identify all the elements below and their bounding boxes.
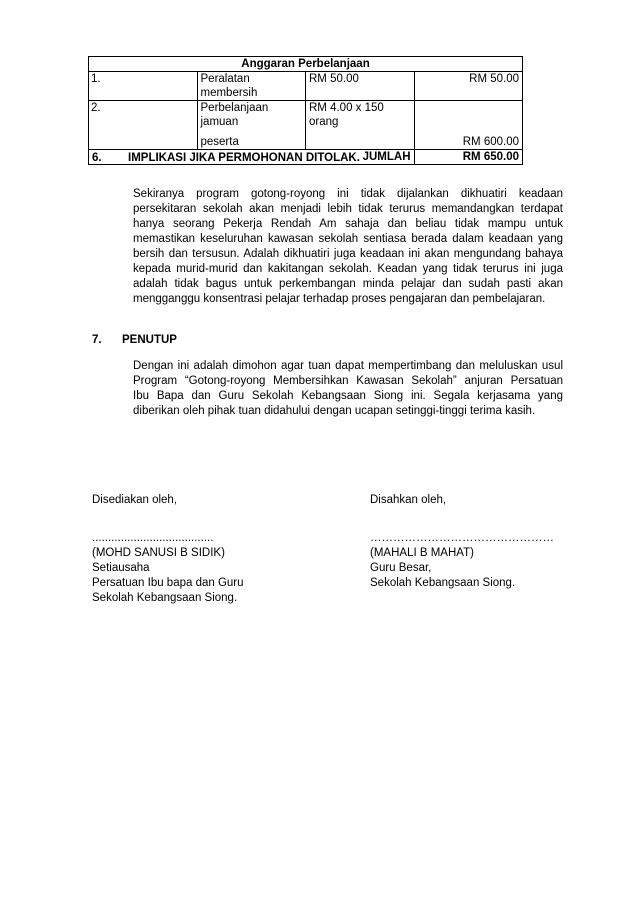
paragraph-line: persekitaran sekolah akan menjadi lebih tidak terurus memandangkan terdapat — [133, 203, 563, 215]
paragraph-line: hanya seorang Pekerja Rendah Am sahaja dan beliau tidak mampu untuk — [133, 218, 563, 230]
signature-right-label: Disahkan oleh, — [370, 494, 447, 506]
section7-number: 7. — [92, 334, 102, 346]
signatory-school: Sekolah Kebangsaan Siong. — [370, 577, 516, 589]
row-number: 2. — [89, 101, 198, 150]
signatory-title: Guru Besar, — [370, 562, 432, 574]
paragraph-line: diberikan oleh pihak tuan didahului dengan ucapan setinggi-tinggi terima kasih. — [133, 405, 536, 417]
row-amount: RM 600.00 — [414, 101, 523, 150]
row-item-line2: peserta — [200, 136, 239, 148]
paragraph-line: Dengan ini adalah dimohon agar tuan dapat mempertimbang dan meluluskan usul — [133, 360, 563, 372]
signature-line: ...................................... — [92, 532, 214, 544]
signatory-school: Sekolah Kebangsaan Siong. — [92, 592, 238, 604]
signature-right-block — [370, 531, 554, 591]
row-item-line1: Perbelanjaan jamuan — [200, 102, 269, 128]
paragraph-line: Sekiranya program gotong-royong ini tidak dijalankan dikhuatiri keadaan — [133, 188, 563, 200]
row-item: Peralatan membersih — [197, 72, 306, 101]
signature-left-block — [92, 531, 244, 606]
section7-heading: PENUTUP — [122, 334, 177, 346]
row-calculation: RM 4.00 x 150 orang — [306, 101, 415, 150]
signatory-name: (MAHALI B MAHAT) — [370, 547, 474, 559]
section6-heading: IMPLIKASI JIKA PERMOHONAN DITOLAK. — [128, 152, 360, 164]
paragraph-line: memastikan keseluruhan kawasan sekolah sentiasa berada dalam keadaan yang — [133, 233, 563, 245]
row-number: 1. — [89, 72, 198, 101]
paragraph-line: adalah tidak bagus untuk perkembangan minda pelajar dan sudah pasti akan — [133, 278, 563, 290]
paragraph-line: Program “Gotong-royong Membersihkan Kawasan Sekolah” anjuran Persatuan — [133, 375, 563, 387]
section7-paragraph — [133, 359, 563, 419]
signatory-title: Setiausaha — [92, 562, 150, 574]
signatory-organisation: Persatuan Ibu bapa dan Guru — [92, 577, 244, 589]
row-amount: RM 50.00 — [414, 72, 523, 101]
table-row — [89, 72, 523, 101]
section6-number: 6. — [92, 152, 102, 164]
row-calculation: RM 50.00 — [306, 72, 415, 101]
signatory-name: (MOHD SANUSI B SIDIK) — [92, 547, 225, 559]
budget-table — [88, 56, 523, 165]
total-label: JUMLAH — [89, 150, 415, 165]
paragraph-line: Ibu Bapa dan Guru Sekolah Kebangsaan Siong ini. Segala kerjasama yang — [133, 390, 563, 402]
paragraph-line: kepada murid-murid dan kakitangan sekolah. Keadan yang tidak terurus ini juga — [133, 263, 563, 275]
signature-left-label: Disediakan oleh, — [92, 494, 178, 506]
paragraph-line: bersih dan tersusun. Adalah dikhuatiri juga keadaan ini akan mengundang bahaya — [133, 248, 563, 260]
section6-paragraph — [133, 187, 563, 307]
budget-title: Anggaran Perbelanjaan — [89, 57, 523, 72]
table-row — [89, 101, 523, 150]
row-item — [197, 101, 306, 150]
paragraph-line: mengganggu konsentrasi pelajar terhadap proses pengajaran dan pembelajaran. — [133, 293, 546, 305]
total-value: RM 650.00 — [414, 150, 523, 165]
signature-line: ………………………………………… — [370, 532, 554, 544]
